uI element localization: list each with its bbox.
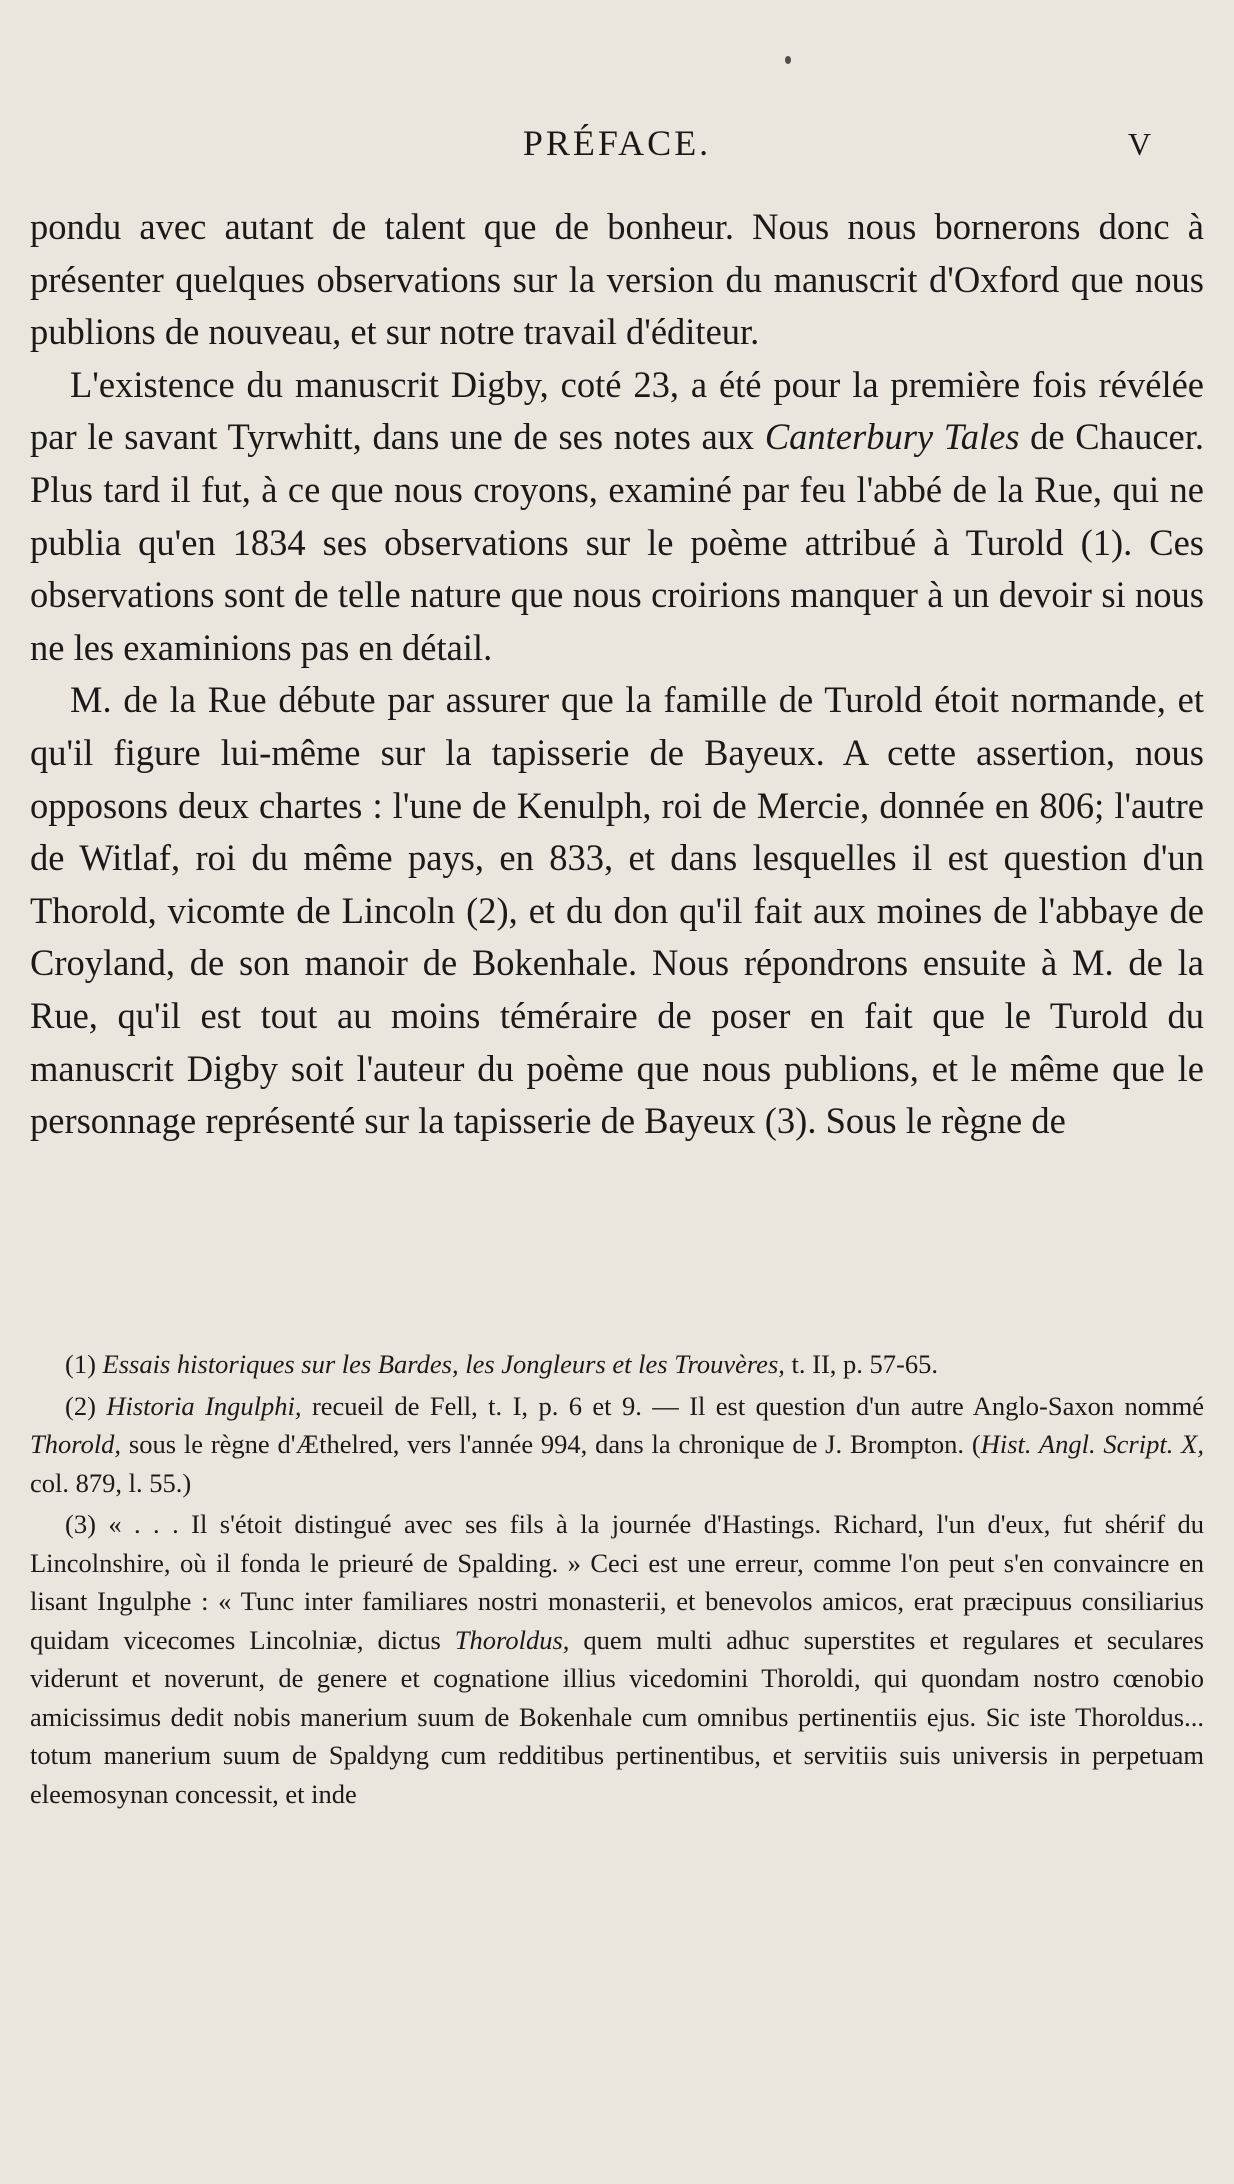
paragraph-3: M. de la Rue débute par assurer que la famille de Turold étoit normande, et qu'il figure lui-même sur la tapisserie de Bayeux. A cette assertion, nous opposons deux chartes : l'une de Kenulph, roi de Mercie, donnée en 806; l'autre de Witlaf, roi du même pays, en 833, et dans lesquelles il est question d'un Thorold, vicomte de Lincoln (2), et du don qu'il fait aux moines de l'abbaye de Croyland, de son manoir de Bokenhale. Nous répondrons ensuite à M. de la Rue, qu'il est tout au moins téméraire de poser en fait que le Turold du manuscrit Digby soit l'auteur du poème que nous publions, et le même que le personnage représenté sur la tapisserie de Bayeux (3). Sous le règne de <box>30 679 1204 1142</box>
footnote-3-name: Thoroldus, <box>454 1624 570 1655</box>
footnote-1-title: Essais historiques sur les Bardes, les Jongleurs et les Trouvères, <box>102 1349 785 1379</box>
footnote-3-text-a: « . . . Il s'étoit distingué avec ses fils à la journée d'Hastings. Richard, l'un d'eux, fut shérif du Lincolnshire, où il fonda le prieuré de Spalding. » Ceci est une erreur, comme l'on peut s'en convaincre en lisant Ingulphe : « Tunc inter familiares nostri monasterii, et benevolos amicos, erat præcipuus consiliarius quidam vicecomes Lincolniæ, dictus <box>30 1509 1204 1655</box>
footnote-1-number: (1) <box>65 1349 103 1379</box>
footnote-3-text-b: quem multi adhuc superstites et regulares et seculares viderunt et noverunt, de genere et cognatione illius vicedomini Thoroldi, qui quondam nostro cœnobio amicissimus dedit nobis manerium suum de Bokenhale cum omnibus pertinentiis ejus. Sic iste Thoroldus... totum manerium suum de Spaldyng cum redditibus pertinentibus, et servitiis suis universis in perpetuam eleemosynan concessit, et inde <box>30 1624 1204 1809</box>
footnote-2-text-c: col. 879, l. 55.) <box>30 1467 192 1498</box>
footnote-2-text-a: recueil de Fell, t. I, p. 6 et 9. — Il est question d'un autre Anglo-Saxon nommé <box>301 1390 1204 1421</box>
paragraph-2-end: de Chaucer. Plus tard il fut, à ce que nous croyons, examiné par feu l'abbé de la Rue, qui ne publia qu'en 1834 ses observations sur le poème attribué à Turold (1). Ces observations sont de telle nature que nous croirions manquer à un devoir si nous ne les examinions pas en détail. <box>30 416 1204 668</box>
running-head <box>0 122 1234 172</box>
footnote-1-reference: t. II, p. 57-65. <box>784 1349 938 1379</box>
footnote-2-source: Hist. Angl. Script. X, <box>980 1429 1204 1459</box>
paragraph-1: pondu avec autant de talent que de bonheur. Nous nous bornerons donc à présenter quelques observations sur la version du manuscrit d'Oxford que nous publions de nouveau, et sur notre travail d'éditeur. <box>30 206 1204 353</box>
page-title: PRÉFACE. <box>522 123 712 163</box>
ink-speck <box>785 56 791 64</box>
footnote-2 <box>30 1387 1204 1503</box>
footnote-2-number: (2) <box>65 1390 107 1421</box>
page-number: V <box>1127 126 1151 162</box>
main-text <box>30 201 1204 1148</box>
canterbury-tales-title: Canterbury Tales <box>764 416 1020 458</box>
footnote-3 <box>30 1505 1204 1813</box>
footnotes <box>30 1345 1204 1816</box>
footnote-2-text-b: sous le règne d'Æthelred, vers l'année 994, dans la chronique de J. Brompton. ( <box>121 1429 981 1459</box>
footnote-2-title: Historia Ingulphi, <box>106 1390 302 1421</box>
paragraph-2-start: L'existence du manuscrit Digby, coté 23, a été pour la première fois révélée par le savant Tyrwhitt, dans une de ses notes aux <box>30 363 1204 458</box>
footnote-1 <box>30 1345 1204 1384</box>
footnote-3-number: (3) <box>65 1509 109 1539</box>
paragraph-2 <box>30 359 1204 675</box>
footnote-2-name: Thorold, <box>30 1429 122 1459</box>
